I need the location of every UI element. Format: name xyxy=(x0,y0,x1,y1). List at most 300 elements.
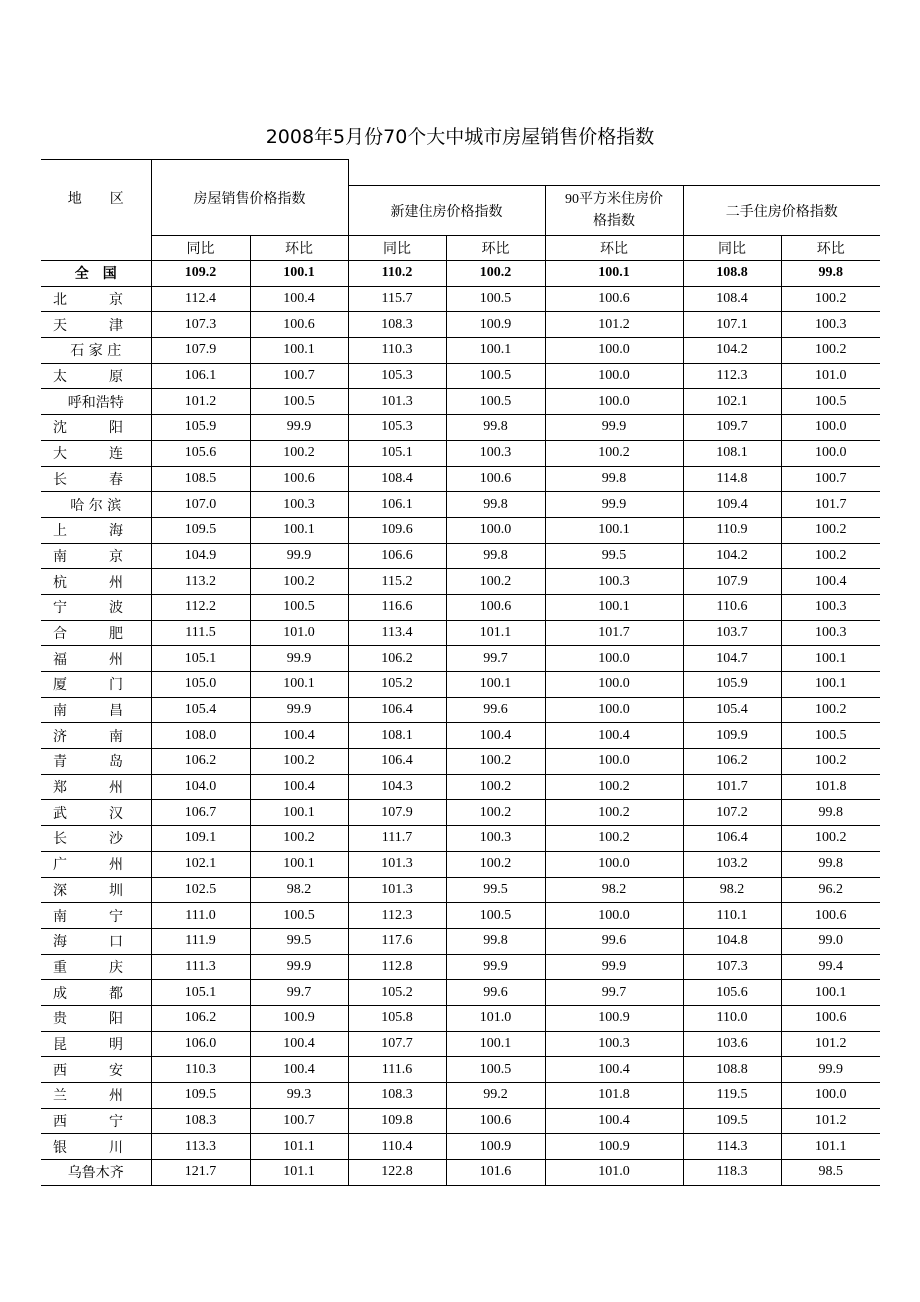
region-cell: 成 都 xyxy=(41,980,151,1006)
region-cell: 大 连 xyxy=(41,440,151,466)
value-cell: 108.3 xyxy=(348,312,446,338)
value-cell: 100.3 xyxy=(781,594,880,620)
value-cell: 99.9 xyxy=(545,492,683,518)
value-cell: 104.2 xyxy=(683,543,781,569)
value-cell: 105.0 xyxy=(151,672,250,698)
value-cell: 101.7 xyxy=(781,492,880,518)
value-cell: 100.7 xyxy=(250,363,348,389)
value-cell: 108.0 xyxy=(151,723,250,749)
table-row xyxy=(41,697,880,723)
secondhand-yoy-header: 同比 xyxy=(683,236,781,261)
value-cell: 100.7 xyxy=(250,1108,348,1134)
value-cell: 100.2 xyxy=(781,338,880,364)
value-cell: 100.0 xyxy=(545,749,683,775)
value-cell: 99.9 xyxy=(545,415,683,441)
value-cell: 100.4 xyxy=(545,723,683,749)
value-cell: 107.1 xyxy=(683,312,781,338)
value-cell: 114.3 xyxy=(683,1134,781,1160)
value-cell: 105.3 xyxy=(348,415,446,441)
value-cell: 115.2 xyxy=(348,569,446,595)
value-cell: 108.1 xyxy=(348,723,446,749)
region-cell: 全 国 xyxy=(41,261,151,287)
value-cell: 100.2 xyxy=(446,851,545,877)
table-row xyxy=(41,389,880,415)
value-cell: 100.0 xyxy=(545,389,683,415)
under90-header: 90平方米住房价格指数 xyxy=(545,186,683,236)
value-cell: 105.6 xyxy=(151,440,250,466)
value-cell: 102.5 xyxy=(151,877,250,903)
value-cell: 113.3 xyxy=(151,1134,250,1160)
table-row xyxy=(41,851,880,877)
value-cell: 101.1 xyxy=(250,1134,348,1160)
value-cell: 105.1 xyxy=(151,980,250,1006)
value-cell: 100.5 xyxy=(446,363,545,389)
value-cell: 99.8 xyxy=(446,928,545,954)
value-cell: 100.6 xyxy=(250,312,348,338)
value-cell: 106.6 xyxy=(348,543,446,569)
value-cell: 100.0 xyxy=(545,672,683,698)
value-cell: 100.1 xyxy=(446,1031,545,1057)
value-cell: 100.0 xyxy=(781,440,880,466)
value-cell: 98.2 xyxy=(250,877,348,903)
value-cell: 100.5 xyxy=(446,389,545,415)
value-cell: 101.3 xyxy=(348,851,446,877)
value-cell: 104.2 xyxy=(683,338,781,364)
region-cell: 广 州 xyxy=(41,851,151,877)
value-cell: 100.0 xyxy=(545,851,683,877)
value-cell: 100.3 xyxy=(446,440,545,466)
value-cell: 111.5 xyxy=(151,620,250,646)
region-cell: 南 昌 xyxy=(41,697,151,723)
value-cell: 112.8 xyxy=(348,954,446,980)
value-cell: 100.2 xyxy=(250,826,348,852)
value-cell: 100.2 xyxy=(545,800,683,826)
value-cell: 100.5 xyxy=(250,389,348,415)
region-cell: 银 川 xyxy=(41,1134,151,1160)
region-cell: 深 圳 xyxy=(41,877,151,903)
value-cell: 105.1 xyxy=(348,440,446,466)
value-cell: 110.1 xyxy=(683,903,781,929)
value-cell: 113.2 xyxy=(151,569,250,595)
value-cell: 105.4 xyxy=(151,697,250,723)
table-row xyxy=(41,1031,880,1057)
table-row xyxy=(41,543,880,569)
value-cell: 100.4 xyxy=(545,1057,683,1083)
value-cell: 98.2 xyxy=(683,877,781,903)
value-cell: 100.4 xyxy=(250,1031,348,1057)
value-cell: 100.0 xyxy=(545,903,683,929)
value-cell: 118.3 xyxy=(683,1160,781,1186)
value-cell: 107.3 xyxy=(683,954,781,980)
region-cell: 福 州 xyxy=(41,646,151,672)
value-cell: 100.1 xyxy=(781,672,880,698)
new-housing-header: 新建住房价格指数 xyxy=(348,186,545,236)
region-header: 地 区 xyxy=(41,160,151,236)
value-cell: 100.5 xyxy=(781,723,880,749)
value-cell: 100.1 xyxy=(446,672,545,698)
value-cell: 100.6 xyxy=(446,466,545,492)
value-cell: 100.4 xyxy=(545,1108,683,1134)
value-cell: 99.5 xyxy=(446,877,545,903)
value-cell: 100.9 xyxy=(446,312,545,338)
value-cell: 100.3 xyxy=(545,1031,683,1057)
table-row xyxy=(41,312,880,338)
region-cell: 兰 州 xyxy=(41,1083,151,1109)
value-cell: 99.6 xyxy=(446,697,545,723)
region-cell: 贵 阳 xyxy=(41,1005,151,1031)
value-cell: 99.5 xyxy=(545,543,683,569)
table-row xyxy=(41,826,880,852)
value-cell: 100.6 xyxy=(446,594,545,620)
value-cell: 109.2 xyxy=(151,261,250,287)
region-cell: 南 京 xyxy=(41,543,151,569)
value-cell: 100.2 xyxy=(446,749,545,775)
value-cell: 100.5 xyxy=(250,903,348,929)
value-cell: 99.3 xyxy=(250,1083,348,1109)
value-cell: 100.1 xyxy=(545,594,683,620)
value-cell: 100.2 xyxy=(446,569,545,595)
value-cell: 100.1 xyxy=(250,517,348,543)
value-cell: 98.2 xyxy=(545,877,683,903)
value-cell: 108.8 xyxy=(683,1057,781,1083)
value-cell: 100.7 xyxy=(781,466,880,492)
value-cell: 100.4 xyxy=(781,569,880,595)
value-cell: 100.2 xyxy=(250,569,348,595)
table-row xyxy=(41,723,880,749)
value-cell: 114.8 xyxy=(683,466,781,492)
region-cell: 长 沙 xyxy=(41,826,151,852)
value-cell: 100.2 xyxy=(781,543,880,569)
value-cell: 104.0 xyxy=(151,774,250,800)
value-cell: 110.4 xyxy=(348,1134,446,1160)
table-row xyxy=(41,1160,880,1186)
value-cell: 101.1 xyxy=(250,1160,348,1186)
value-cell: 101.1 xyxy=(446,620,545,646)
value-cell: 99.0 xyxy=(781,928,880,954)
region-cell: 厦 门 xyxy=(41,672,151,698)
table-row xyxy=(41,492,880,518)
housing-mom-header: 环比 xyxy=(250,236,348,261)
value-cell: 100.0 xyxy=(545,697,683,723)
value-cell: 101.0 xyxy=(250,620,348,646)
value-cell: 99.9 xyxy=(781,1057,880,1083)
value-cell: 105.1 xyxy=(151,646,250,672)
value-cell: 104.7 xyxy=(683,646,781,672)
value-cell: 110.6 xyxy=(683,594,781,620)
value-cell: 100.9 xyxy=(446,1134,545,1160)
value-cell: 96.2 xyxy=(781,877,880,903)
value-cell: 107.9 xyxy=(151,338,250,364)
value-cell: 121.7 xyxy=(151,1160,250,1186)
region-cell: 长 春 xyxy=(41,466,151,492)
region-cell: 郑 州 xyxy=(41,774,151,800)
value-cell: 109.8 xyxy=(348,1108,446,1134)
value-cell: 99.8 xyxy=(545,466,683,492)
value-cell: 101.2 xyxy=(781,1108,880,1134)
value-cell: 100.6 xyxy=(545,286,683,312)
table-row xyxy=(41,1057,880,1083)
value-cell: 100.2 xyxy=(250,440,348,466)
value-cell: 101.1 xyxy=(781,1134,880,1160)
value-cell: 109.9 xyxy=(683,723,781,749)
value-cell: 107.9 xyxy=(683,569,781,595)
region-cell: 西 宁 xyxy=(41,1108,151,1134)
value-cell: 103.2 xyxy=(683,851,781,877)
value-cell: 106.2 xyxy=(683,749,781,775)
value-cell: 111.9 xyxy=(151,928,250,954)
value-cell: 111.7 xyxy=(348,826,446,852)
value-cell: 100.1 xyxy=(545,261,683,287)
value-cell: 99.9 xyxy=(250,415,348,441)
value-cell: 100.9 xyxy=(250,1005,348,1031)
value-cell: 99.7 xyxy=(250,980,348,1006)
region-cell: 宁 波 xyxy=(41,594,151,620)
value-cell: 110.3 xyxy=(348,338,446,364)
table-row xyxy=(41,980,880,1006)
value-cell: 103.6 xyxy=(683,1031,781,1057)
secondhand-mom-header: 环比 xyxy=(781,236,880,261)
region-cell: 沈 阳 xyxy=(41,415,151,441)
value-cell: 100.4 xyxy=(250,774,348,800)
value-cell: 100.3 xyxy=(250,492,348,518)
value-cell: 112.3 xyxy=(683,363,781,389)
table-row xyxy=(41,363,880,389)
table-row xyxy=(41,569,880,595)
value-cell: 109.7 xyxy=(683,415,781,441)
table-row xyxy=(41,800,880,826)
value-cell: 102.1 xyxy=(683,389,781,415)
value-cell: 100.3 xyxy=(446,826,545,852)
region-cell: 上 海 xyxy=(41,517,151,543)
value-cell: 100.5 xyxy=(250,594,348,620)
value-cell: 105.3 xyxy=(348,363,446,389)
value-cell: 100.4 xyxy=(446,723,545,749)
value-cell: 100.9 xyxy=(545,1134,683,1160)
value-cell: 101.0 xyxy=(781,363,880,389)
value-cell: 108.4 xyxy=(348,466,446,492)
value-cell: 110.2 xyxy=(348,261,446,287)
value-cell: 99.9 xyxy=(250,646,348,672)
new-mom-header: 环比 xyxy=(446,236,545,261)
value-cell: 100.5 xyxy=(446,1057,545,1083)
value-cell: 103.7 xyxy=(683,620,781,646)
value-cell: 99.2 xyxy=(446,1083,545,1109)
value-cell: 99.8 xyxy=(446,415,545,441)
value-cell: 107.9 xyxy=(348,800,446,826)
value-cell: 100.4 xyxy=(250,723,348,749)
table-row xyxy=(41,749,880,775)
value-cell: 100.1 xyxy=(446,338,545,364)
value-cell: 100.2 xyxy=(250,749,348,775)
value-cell: 99.9 xyxy=(250,697,348,723)
value-cell: 106.4 xyxy=(683,826,781,852)
value-cell: 99.7 xyxy=(446,646,545,672)
region-cell: 天 津 xyxy=(41,312,151,338)
value-cell: 122.8 xyxy=(348,1160,446,1186)
value-cell: 100.5 xyxy=(781,389,880,415)
value-cell: 105.9 xyxy=(151,415,250,441)
under90-mom-header: 环比 xyxy=(545,236,683,261)
value-cell: 104.9 xyxy=(151,543,250,569)
value-cell: 112.2 xyxy=(151,594,250,620)
value-cell: 100.1 xyxy=(250,261,348,287)
value-cell: 99.5 xyxy=(250,928,348,954)
value-cell: 101.2 xyxy=(151,389,250,415)
value-cell: 107.3 xyxy=(151,312,250,338)
value-cell: 100.0 xyxy=(545,338,683,364)
value-cell: 100.6 xyxy=(781,1005,880,1031)
value-cell: 100.4 xyxy=(250,1057,348,1083)
value-cell: 112.3 xyxy=(348,903,446,929)
table-row xyxy=(41,1083,880,1109)
region-cell: 石 家 庄 xyxy=(41,338,151,364)
value-cell: 109.5 xyxy=(151,1083,250,1109)
value-cell: 100.1 xyxy=(250,672,348,698)
value-cell: 102.1 xyxy=(151,851,250,877)
secondhand-header: 二手住房价格指数 xyxy=(683,186,880,236)
region-cell: 昆 明 xyxy=(41,1031,151,1057)
value-cell: 100.0 xyxy=(545,363,683,389)
housing-sales-header: 房屋销售价格指数 xyxy=(151,160,348,236)
value-cell: 107.0 xyxy=(151,492,250,518)
region-cell: 海 口 xyxy=(41,928,151,954)
value-cell: 109.5 xyxy=(151,517,250,543)
new-yoy-header: 同比 xyxy=(348,236,446,261)
table-row xyxy=(41,338,880,364)
region-cell: 呼和浩特 xyxy=(41,389,151,415)
value-cell: 106.0 xyxy=(151,1031,250,1057)
value-cell: 99.4 xyxy=(781,954,880,980)
value-cell: 113.4 xyxy=(348,620,446,646)
value-cell: 101.3 xyxy=(348,877,446,903)
value-cell: 117.6 xyxy=(348,928,446,954)
value-cell: 105.2 xyxy=(348,672,446,698)
value-cell: 101.0 xyxy=(545,1160,683,1186)
value-cell: 107.7 xyxy=(348,1031,446,1057)
value-cell: 99.8 xyxy=(446,543,545,569)
value-cell: 106.2 xyxy=(348,646,446,672)
table-row xyxy=(41,903,880,929)
value-cell: 101.2 xyxy=(781,1031,880,1057)
value-cell: 101.6 xyxy=(446,1160,545,1186)
value-cell: 100.3 xyxy=(781,312,880,338)
value-cell: 100.1 xyxy=(781,646,880,672)
value-cell: 106.4 xyxy=(348,749,446,775)
value-cell: 105.8 xyxy=(348,1005,446,1031)
value-cell: 116.6 xyxy=(348,594,446,620)
table-row xyxy=(41,440,880,466)
table-row xyxy=(41,774,880,800)
value-cell: 110.3 xyxy=(151,1057,250,1083)
value-cell: 115.7 xyxy=(348,286,446,312)
value-cell: 100.1 xyxy=(250,800,348,826)
value-cell: 99.6 xyxy=(446,980,545,1006)
value-cell: 100.4 xyxy=(250,286,348,312)
value-cell: 100.3 xyxy=(781,620,880,646)
value-cell: 106.7 xyxy=(151,800,250,826)
value-cell: 98.5 xyxy=(781,1160,880,1186)
region-cell: 太 原 xyxy=(41,363,151,389)
value-cell: 100.0 xyxy=(781,415,880,441)
value-cell: 108.3 xyxy=(348,1083,446,1109)
value-cell: 100.2 xyxy=(545,826,683,852)
value-cell: 106.2 xyxy=(151,749,250,775)
value-cell: 100.5 xyxy=(446,903,545,929)
value-cell: 119.5 xyxy=(683,1083,781,1109)
value-cell: 101.2 xyxy=(545,312,683,338)
value-cell: 109.4 xyxy=(683,492,781,518)
value-cell: 106.4 xyxy=(348,697,446,723)
value-cell: 100.6 xyxy=(446,1108,545,1134)
value-cell: 100.2 xyxy=(446,774,545,800)
table-row xyxy=(41,466,880,492)
region-cell: 北 京 xyxy=(41,286,151,312)
table-row xyxy=(41,672,880,698)
region-cell: 武 汉 xyxy=(41,800,151,826)
region-cell: 青 岛 xyxy=(41,749,151,775)
value-cell: 100.6 xyxy=(250,466,348,492)
value-cell: 99.9 xyxy=(250,543,348,569)
price-index-table xyxy=(41,159,880,1186)
region-cell: 乌鲁木齐 xyxy=(41,1160,151,1186)
value-cell: 101.7 xyxy=(545,620,683,646)
value-cell: 99.8 xyxy=(781,851,880,877)
table-row xyxy=(41,646,880,672)
value-cell: 100.2 xyxy=(446,800,545,826)
value-cell: 100.2 xyxy=(781,749,880,775)
value-cell: 100.2 xyxy=(545,774,683,800)
region-cell: 哈 尔 滨 xyxy=(41,492,151,518)
table-row xyxy=(41,286,880,312)
value-cell: 99.7 xyxy=(545,980,683,1006)
value-cell: 100.2 xyxy=(446,261,545,287)
value-cell: 100.6 xyxy=(781,903,880,929)
value-cell: 107.2 xyxy=(683,800,781,826)
value-cell: 99.9 xyxy=(446,954,545,980)
table-row xyxy=(41,1108,880,1134)
value-cell: 109.6 xyxy=(348,517,446,543)
value-cell: 108.1 xyxy=(683,440,781,466)
value-cell: 100.3 xyxy=(545,569,683,595)
value-cell: 100.1 xyxy=(781,980,880,1006)
value-cell: 111.3 xyxy=(151,954,250,980)
value-cell: 106.1 xyxy=(348,492,446,518)
value-cell: 110.0 xyxy=(683,1005,781,1031)
value-cell: 99.6 xyxy=(545,928,683,954)
table-row xyxy=(41,1134,880,1160)
value-cell: 99.8 xyxy=(446,492,545,518)
value-cell: 100.2 xyxy=(781,286,880,312)
value-cell: 109.1 xyxy=(151,826,250,852)
value-cell: 111.0 xyxy=(151,903,250,929)
region-cell: 杭 州 xyxy=(41,569,151,595)
value-cell: 100.0 xyxy=(781,1083,880,1109)
value-cell: 100.2 xyxy=(781,697,880,723)
table-row xyxy=(41,594,880,620)
value-cell: 108.4 xyxy=(683,286,781,312)
value-cell: 100.1 xyxy=(250,851,348,877)
value-cell: 105.6 xyxy=(683,980,781,1006)
value-cell: 108.8 xyxy=(683,261,781,287)
value-cell: 109.5 xyxy=(683,1108,781,1134)
value-cell: 105.4 xyxy=(683,697,781,723)
table-row xyxy=(41,261,880,287)
table-row xyxy=(41,415,880,441)
value-cell: 100.2 xyxy=(545,440,683,466)
value-cell: 106.2 xyxy=(151,1005,250,1031)
value-cell: 99.8 xyxy=(781,800,880,826)
value-cell: 108.3 xyxy=(151,1108,250,1134)
